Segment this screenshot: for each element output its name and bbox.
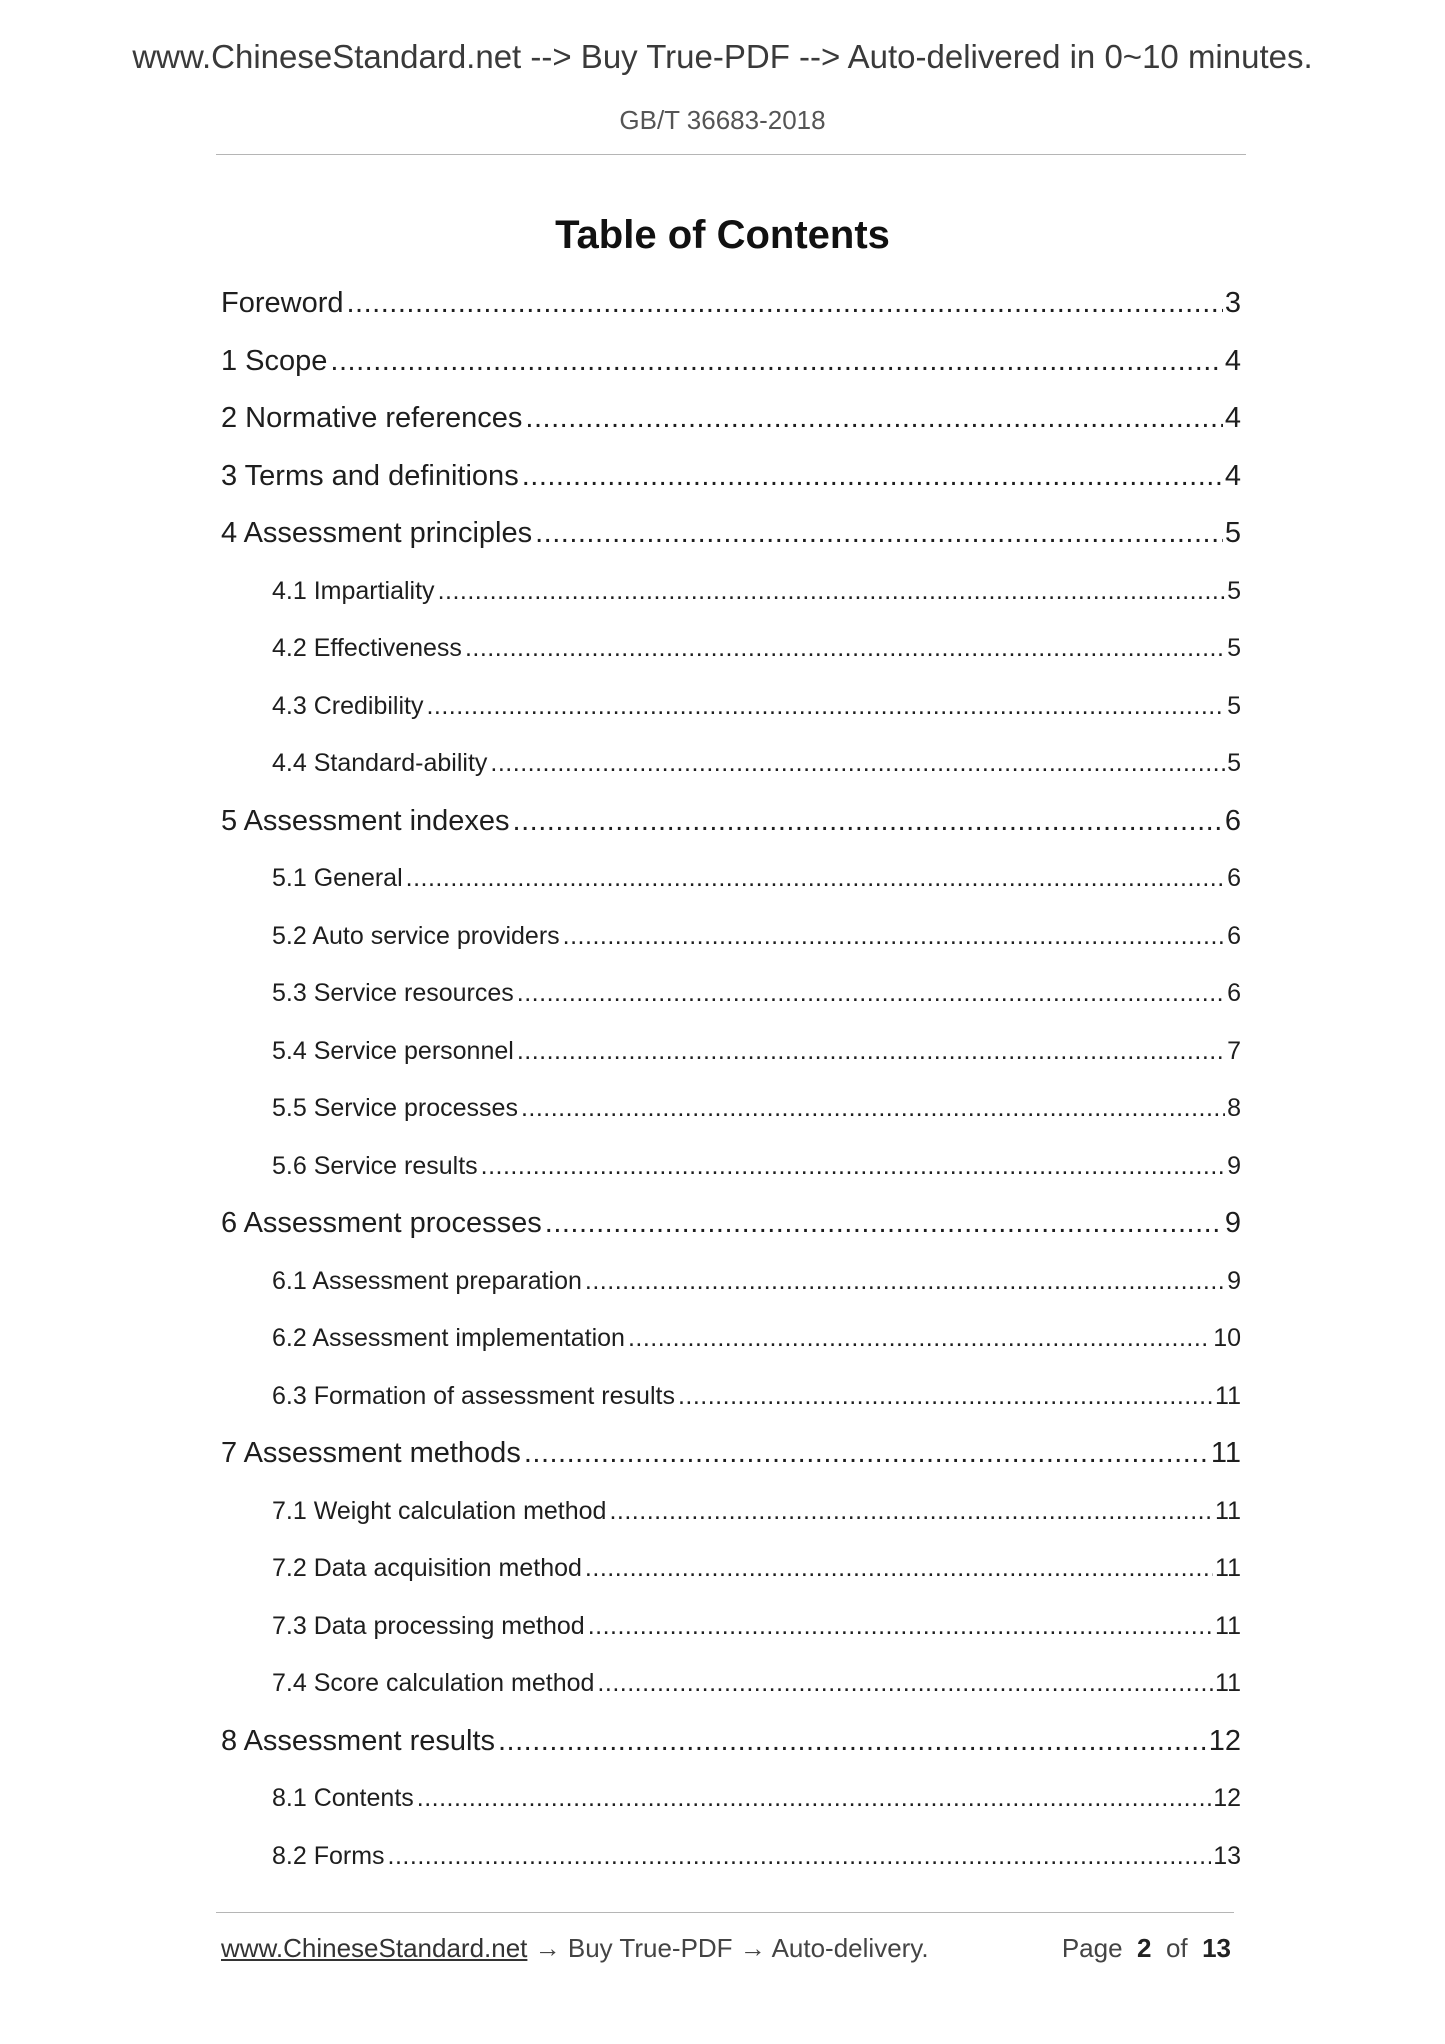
toc-entry-page: 12 (1208, 1724, 1241, 1757)
toc-entry-page: 11 (1215, 1496, 1241, 1525)
toc-entry[interactable] (221, 287, 1241, 320)
toc-entry[interactable] (272, 1669, 1241, 1698)
toc-entry[interactable] (221, 460, 1241, 493)
toc-entry-page: 13 (1213, 1841, 1241, 1870)
toc-entry-label: 7.3 Data processing method (272, 1611, 585, 1640)
toc-entry-label: 8 Assessment results (221, 1724, 495, 1757)
toc-leader-dots (347, 287, 1223, 320)
toc-entry-label: 4.3 Credibility (272, 691, 424, 720)
toc-entry[interactable] (221, 345, 1241, 378)
toc-entry[interactable] (272, 1324, 1241, 1353)
standard-number: GB/T 36683-2018 (619, 105, 826, 135)
toc-leader-dots (535, 517, 1223, 550)
toc-entry[interactable] (272, 1784, 1241, 1813)
toc-leader-dots (498, 1725, 1207, 1758)
toc-entry-label: 5.6 Service results (272, 1151, 478, 1180)
toc-entry[interactable] (221, 1207, 1241, 1240)
toc-entry-page: 5 (1224, 517, 1241, 549)
toc-entry[interactable] (272, 1842, 1241, 1871)
toc-entry-page: 9 (1224, 1207, 1241, 1239)
toc-entry-page: 11 (1215, 1554, 1241, 1582)
toc-entry[interactable] (272, 1152, 1241, 1181)
toc-entry-page: 5 (1227, 576, 1241, 605)
toc-entry-page: 11 (1215, 1611, 1241, 1640)
toc-entry[interactable] (272, 1037, 1241, 1066)
toc-entry-page: 9 (1227, 1266, 1241, 1295)
toc-entry-page: 5 (1227, 691, 1241, 720)
toc-entry[interactable] (221, 517, 1241, 550)
toc-entry-page: 3 (1224, 287, 1241, 319)
toc-leader-dots (465, 634, 1225, 663)
toc-leader-dots (406, 864, 1225, 893)
toc-entry-label: 2 Normative references (221, 402, 523, 434)
toc-leader-dots (517, 1037, 1225, 1066)
toc-entry[interactable] (221, 1437, 1241, 1470)
toc-entry-page: 12 (1213, 1784, 1241, 1812)
toc-entry-page: 6 (1227, 921, 1241, 950)
toc-entry[interactable] (272, 1554, 1241, 1583)
toc-entry-label: 5.4 Service personnel (272, 1036, 514, 1065)
toc-entry[interactable] (272, 749, 1241, 778)
toc-entry-label: 6.2 Assessment implementation (272, 1324, 625, 1352)
toc-entry[interactable] (272, 1094, 1241, 1123)
toc-leader-dots (597, 1669, 1213, 1698)
toc-entry-label: 4 Assessment principles (221, 517, 533, 549)
page-word: Page (1061, 1933, 1123, 1963)
toc-entry[interactable] (221, 1725, 1241, 1758)
toc-entry-label: 1 Scope (221, 344, 328, 377)
toc-entry-label: 6 Assessment processes (221, 1207, 542, 1239)
toc-leader-dots (388, 1842, 1212, 1871)
toc-leader-dots (481, 1152, 1225, 1181)
toc-leader-dots (330, 345, 1222, 378)
toc-entry-label: 4.4 Standard-ability (272, 749, 488, 777)
toc-entry[interactable] (272, 634, 1241, 663)
toc-entry-page: 5 (1227, 634, 1241, 662)
toc-entry-label: 3 Terms and definitions (221, 459, 519, 492)
toc-leader-dots (517, 979, 1225, 1008)
toc-leader-dots (678, 1382, 1213, 1411)
toc-leader-dots (513, 805, 1223, 838)
toc-entry-label: 6.1 Assessment preparation (272, 1266, 582, 1295)
footer-divider (216, 1912, 1234, 1913)
toc-entry-page: 4 (1224, 402, 1241, 434)
toc-entry-page: 11 (1215, 1669, 1241, 1697)
toc-entry-label: 5.1 General (272, 864, 403, 892)
toc-leader-dots (609, 1497, 1213, 1526)
toc-entry-page: 4 (1224, 459, 1241, 492)
toc-entry-page: 9 (1227, 1151, 1241, 1180)
toc-entry-label: 6.3 Formation of assessment results (272, 1381, 675, 1410)
toc-entry-page: 6 (1227, 864, 1241, 892)
toc-entry-page: 4 (1224, 344, 1241, 377)
page-footer (221, 1933, 1231, 1969)
toc-entry[interactable] (272, 577, 1241, 606)
toc-entry-page: 6 (1224, 804, 1241, 837)
toc-entry-page: 10 (1213, 1324, 1241, 1352)
toc-entry-label: 4.1 Impartiality (272, 576, 435, 605)
of-word: of (1165, 1933, 1188, 1963)
toc-entry-label: 7.2 Data acquisition method (272, 1554, 582, 1582)
site-banner: www.ChineseStandard.net --> Buy True-PDF --> Auto-delivered in 0~10 minutes. (132, 38, 1313, 75)
toc-entry-label: 5.2 Auto service providers (272, 921, 560, 950)
site-link[interactable]: www.ChineseStandard.net (221, 1933, 528, 1963)
total-pages: 13 (1202, 1933, 1231, 1963)
toc-entry-label: 8.2 Forms (272, 1841, 385, 1870)
toc-entry[interactable] (272, 1382, 1241, 1411)
toc-entry-page: 6 (1227, 979, 1241, 1007)
footer-tagline: → Buy True-PDF → Auto-delivery. (527, 1933, 929, 1963)
toc-entry[interactable] (221, 402, 1241, 435)
toc-leader-dots (588, 1612, 1213, 1641)
toc-leader-dots (628, 1324, 1211, 1353)
toc-entry-label: 5.5 Service processes (272, 1094, 518, 1122)
toc-entry[interactable] (272, 1497, 1241, 1526)
toc-entry[interactable] (272, 922, 1241, 951)
toc-entry[interactable] (272, 1612, 1241, 1641)
toc-entry-page: 11 (1215, 1381, 1241, 1410)
toc-entry-page: 8 (1227, 1094, 1241, 1122)
toc-entry-label: Foreword (221, 287, 344, 319)
page-indicator (1062, 1933, 1231, 1964)
toc-leader-dots (522, 460, 1223, 493)
toc-leader-dots (438, 577, 1226, 606)
toc-entry-page: 5 (1227, 749, 1241, 777)
toc-entry-label: 8.1 Contents (272, 1784, 414, 1812)
toc-entry-label: 5.3 Service resources (272, 979, 514, 1007)
toc-leader-dots (585, 1554, 1213, 1583)
toc-entry-page: 11 (1210, 1437, 1241, 1469)
toc-entry-label: 5 Assessment indexes (221, 804, 510, 837)
toc-entry-label: 7.1 Weight calculation method (272, 1496, 607, 1525)
toc-entry[interactable] (272, 692, 1241, 721)
toc-leader-dots (524, 1437, 1209, 1470)
toc-leader-dots (426, 692, 1225, 721)
toc-entry-page: 7 (1227, 1036, 1241, 1065)
page-title: Table of Contents (555, 213, 890, 257)
toc-entry-label: 4.2 Effectiveness (272, 634, 462, 662)
toc-entry[interactable] (272, 864, 1241, 893)
toc-entry-label: 7.4 Score calculation method (272, 1669, 595, 1697)
toc-entry-label: 7 Assessment methods (221, 1437, 521, 1469)
page-number: 2 (1137, 1933, 1152, 1963)
toc-leader-dots (525, 402, 1222, 435)
toc-leader-dots (585, 1267, 1225, 1296)
toc-entry[interactable] (272, 979, 1241, 1008)
toc-leader-dots (545, 1207, 1223, 1240)
toc-leader-dots (521, 1094, 1225, 1123)
toc-entry[interactable] (272, 1267, 1241, 1296)
header-divider (216, 154, 1246, 155)
toc-leader-dots (417, 1784, 1211, 1813)
toc-entry[interactable] (221, 805, 1241, 838)
toc-leader-dots (490, 749, 1225, 778)
toc-leader-dots (563, 922, 1225, 951)
